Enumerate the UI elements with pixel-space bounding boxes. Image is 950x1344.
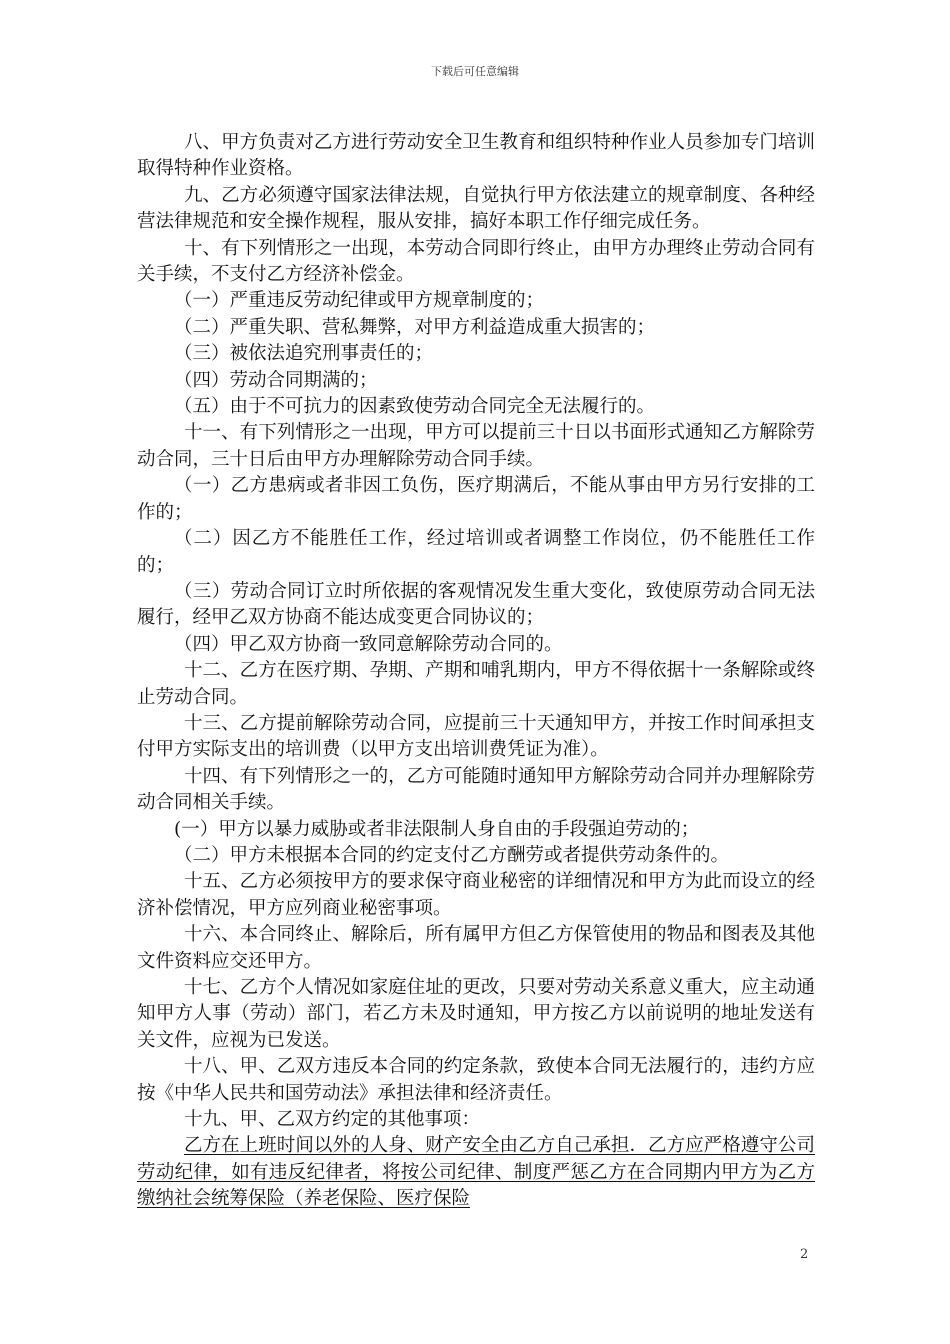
paragraph: （二）甲方未根据本合同的约定支付乙方酬劳或者提供劳动条件的。 (174, 844, 730, 866)
paragraph: 十六、本合同终止、解除后，所有属甲方但乙方保管使用的物品和图表及其他文件资料应交还甲方。 (137, 924, 815, 972)
paragraph: 乙方在上班时间以外的人身、财产安全由乙方自己承担．乙方应严格遵守公司劳动纪律，如有违反纪律者，将按公司纪律、制度严惩乙方在合同期内甲方为乙方缴纳社会统筹保险（养老保险、医疗保险 (137, 1135, 815, 1210)
paragraph: （一）乙方患病或者非因工负伤，医疗期满后，不能从事由甲方另行安排的工作的； (137, 475, 815, 523)
paragraph: 八、甲方负责对乙方进行劳动安全卫生教育和组织特种作业人员参加专门培训取得特种作业资格。 (137, 132, 815, 180)
paragraph: 十七、乙方个人情况如家庭住址的更改，只要对劳动关系意义重大，应主动通知甲方人事（劳动）部门，若乙方未及时通知，甲方按乙方以前说明的地址发送有关文件，应视为已发送。 (137, 977, 815, 1051)
paragraph: 九、乙方必须遵守国家法律法规，自觉执行甲方依法建立的规章制度、各种经营法律规范和安全操作规程，服从安排，搞好本职工作仔细完成任务。 (137, 184, 815, 233)
page-number: 2 (800, 1247, 809, 1262)
document-body (137, 130, 815, 1213)
paragraph: （二）因乙方不能胜任工作，经过培训或者调整工作岗位，仍不能胜任工作的； (137, 528, 815, 576)
paragraph: 十四、有下列情形之一的，乙方可能随时通知甲方解除劳动合同并办理解除劳动合同相关手续。 (137, 765, 815, 814)
paragraph: 十一、有下列情形之一出现，甲方可以提前三十日以书面形式通知乙方解除劳动合同，三十日后由甲方办理解除劳动合同手续。 (137, 422, 815, 470)
paragraph: 十二、乙方在医疗期、孕期、产期和哺乳期内，甲方不得依据十一条解除或终止劳动合同。 (137, 660, 815, 708)
paragraph: （三）被依法追究刑事责任的； (174, 343, 434, 365)
paragraph: （一）严重违反劳动纪律或甲方规章制度的； (174, 290, 545, 312)
paragraph: （三）劳动合同订立时所依据的客观情况发生重大变化，致使原劳动合同无法履行，经甲乙双方协商不能达成变更合同协议的； (137, 580, 815, 629)
paragraph: 十、有下列情形之一出现，本劳动合同即行终止，由甲方办理终止劳动合同有关手续，不支付乙方经济补偿金。 (137, 237, 815, 286)
paragraph: （二）严重失职、营私舞弊，对甲方利益造成重大损害的； (174, 316, 656, 338)
paragraph: （五）由于不可抗力的因素致使劳动合同完全无法履行的。 (174, 396, 656, 418)
paragraph: （四）劳动合同期满的； (174, 369, 378, 391)
paragraph: 十三、乙方提前解除劳动合同，应提前三十天通知甲方，并按工作时间承担支付甲方实际支出的培训费（以甲方支出培训费凭证为准）。 (137, 712, 815, 761)
paragraph: （四）甲乙双方协商一致同意解除劳动合同的。 (174, 633, 563, 655)
paragraph: 十五、乙方必须按甲方的要求保守商业秘密的详细情况和甲方为此而设立的经济补偿情况，甲方应列商业秘密事项。 (137, 871, 815, 919)
paragraph: 十九、甲、乙双方约定的其他事项： (184, 1109, 481, 1131)
page-header: 下载后可任意编辑 (431, 65, 519, 78)
paragraph: (一）甲方以暴力威胁或者非法限制人身自由的手段强迫劳动的； (174, 818, 700, 840)
paragraph: 十八、甲、乙双方违反本合同的约定条款，致使本合同无法履行的，违约方应按《中华人民共和国劳动法》承担法律和经济责任。 (137, 1056, 815, 1104)
